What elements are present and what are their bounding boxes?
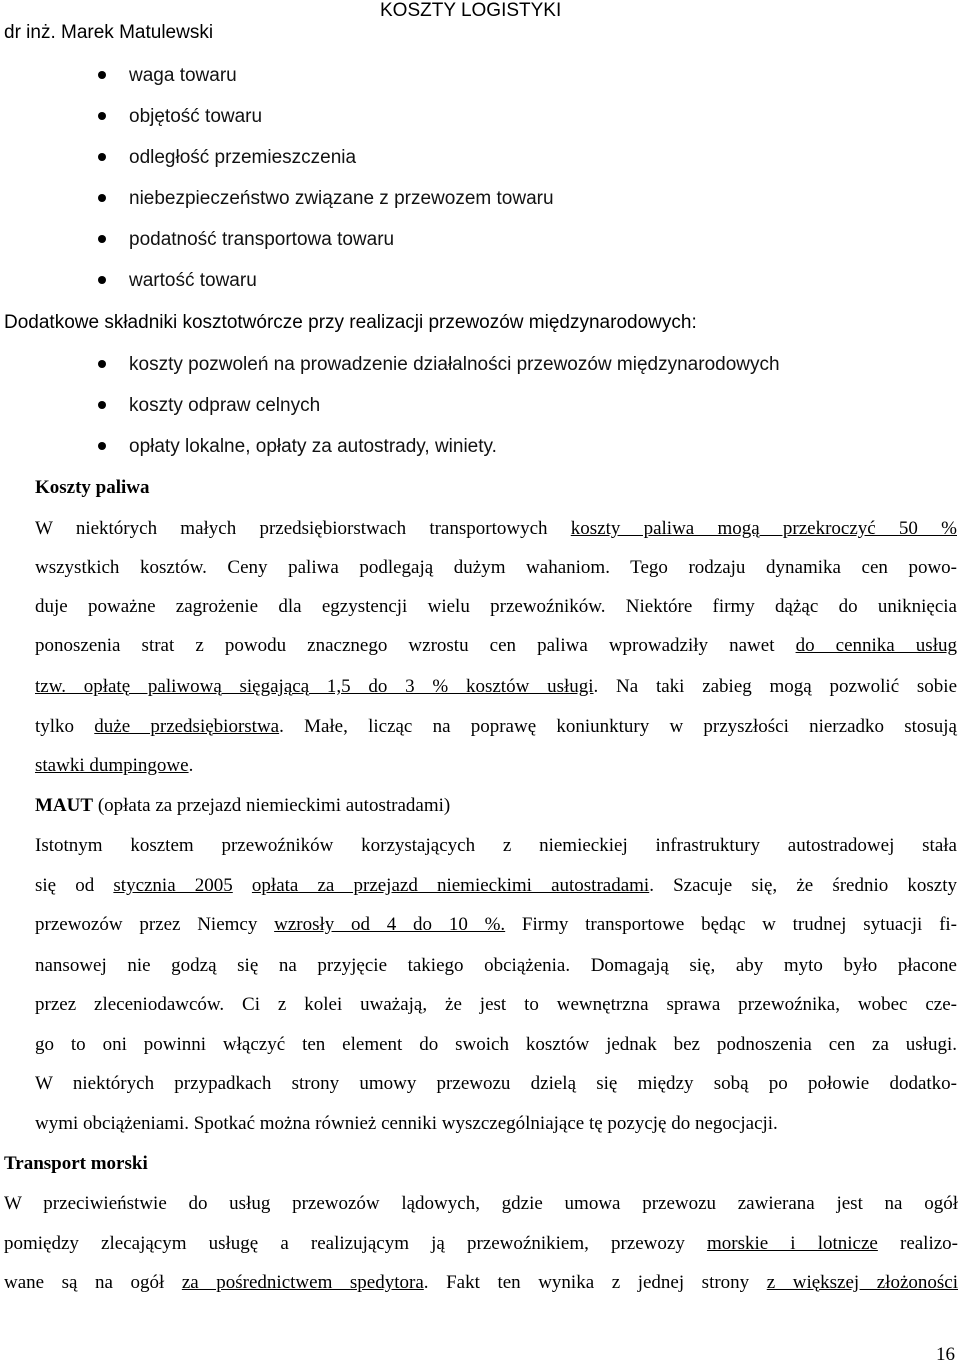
bullet-icon <box>98 360 106 368</box>
maut-line-3: przewozów przez Niemcy wzrosły od 4 do 10 %. Firmy transportowe będąc w trudnej sytuacji fi- <box>35 914 958 935</box>
maut-heading: MAUT (opłata za przejazd niemieckimi autostradami) <box>35 795 451 816</box>
bullet-icon <box>98 401 106 409</box>
bullet-icon <box>98 112 106 120</box>
sea-line-2: pomiędzy zlecającym usługę a realizującym ją przewoźnikiem, przewozy morskie i lotnicze realizo- <box>4 1233 958 1254</box>
fuel-line-3: duje poważne zagrożenie dla egzystencji wielu przewoźników. Niektóre firmy dążąc do uniknięcia <box>35 596 957 617</box>
sea-link-2: za pośrednictwem spedytora <box>181 1272 424 1293</box>
sea-line-1: W przeciwieństwie do usług przewozów lądowych, gdzie umowa przewozu zawierana jest na ogół <box>4 1193 958 1214</box>
maut-line-2: się od stycznia 2005 opłata za przejazd niemieckimi autostradami. Szacuje się, że średnio koszty <box>35 875 957 896</box>
bullet-icon <box>98 442 106 450</box>
header-title: KOSZTY LOGISTYKI <box>380 0 562 21</box>
maut-line-1: Istotnym kosztem przewoźników korzystających z niemieckiej infrastruktury autostradowej stała <box>35 835 957 856</box>
maut-line-6: go to oni powinni włączyć ten element do swoich kosztów jednak bez podnoszenia cen za usługi. <box>35 1034 957 1055</box>
header-author: dr inż. Marek Matulewski <box>4 22 214 43</box>
maut-line-5: przez zleceniodawców. Ci z kolei uważają, że jest to wewnętrzna sprawa przewoźnika, wobec cze- <box>35 994 957 1015</box>
bullet-icon <box>98 153 106 161</box>
sea-link-3: z większej złożoności <box>766 1272 959 1293</box>
maut-link-1: stycznia 2005 <box>113 875 233 896</box>
bullet-icon <box>98 235 106 243</box>
page-number: 16 <box>936 1344 955 1365</box>
sea-heading: Transport morski <box>4 1153 148 1174</box>
intl-intro: Dodatkowe składniki kosztotwórcze przy realizacji przewozów międzynarodowych: <box>4 312 697 333</box>
fuel-line-6: tylko duże przedsiębiorstwa. Małe, licząc na poprawę koniunktury w przyszłości nierzadko stosują <box>35 716 957 737</box>
maut-line-4: nansowej nie godzą się na przyjęcie takiego obciążenia. Domagają się, aby myto było płacone <box>35 955 957 976</box>
fuel-link-3: tzw. opłatę paliwową sięgającą 1,5 do 3 % kosztów usługi <box>35 676 594 697</box>
maut-line-8: wymi obciążeniami. Spotkać można również cenniki wyszczególniające tę pozycję do negocjacji. <box>35 1113 778 1134</box>
bullet-icon <box>98 71 106 79</box>
fuel-link-5: stawki dumpingowe <box>35 755 189 776</box>
fuel-link-1: koszty paliwa mogą przekroczyć 50 % <box>570 518 957 539</box>
fuel-heading: Koszty paliwa <box>35 477 150 498</box>
fuel-line-1: W niektórych małych przedsiębiorstwach transportowych koszty paliwa mogą przekroczyć 50 % <box>35 518 957 539</box>
maut-line-7: W niektórych przypadkach strony umowy przewozu dzielą się między sobą po połowie dodatko- <box>35 1073 957 1094</box>
maut-link-3: wzrosły od 4 do 10 %. <box>274 914 506 935</box>
fuel-link-2: do cennika usług <box>795 635 957 656</box>
fuel-line-4: ponoszenia strat z powodu znacznego wzrostu cen paliwa wprowadziły nawet do cennika usług <box>35 635 957 656</box>
maut-link-2: opłata za przejazd niemieckimi autostradami <box>251 875 650 896</box>
fuel-link-4: duże przedsiębiorstwa <box>94 716 280 737</box>
sea-line-3: wane są na ogół za pośrednictwem spedytora. Fakt ten wynika z jednej strony z większej złożoności <box>4 1272 959 1293</box>
fuel-line-7: stawki dumpingowe. <box>35 755 194 776</box>
fuel-line-2: wszystkich kosztów. Ceny paliwa podlegają dużym wahaniom. Tego rodzaju dynamika cen powo- <box>35 557 957 578</box>
bullet-icon <box>98 194 106 202</box>
fuel-line-5: tzw. opłatę paliwową sięgającą 1,5 do 3 % kosztów usługi. Na taki zabieg mogą pozwolić sobie <box>35 676 958 697</box>
bullet-icon <box>98 276 106 284</box>
sea-link-1: morskie i lotnicze <box>706 1233 878 1254</box>
